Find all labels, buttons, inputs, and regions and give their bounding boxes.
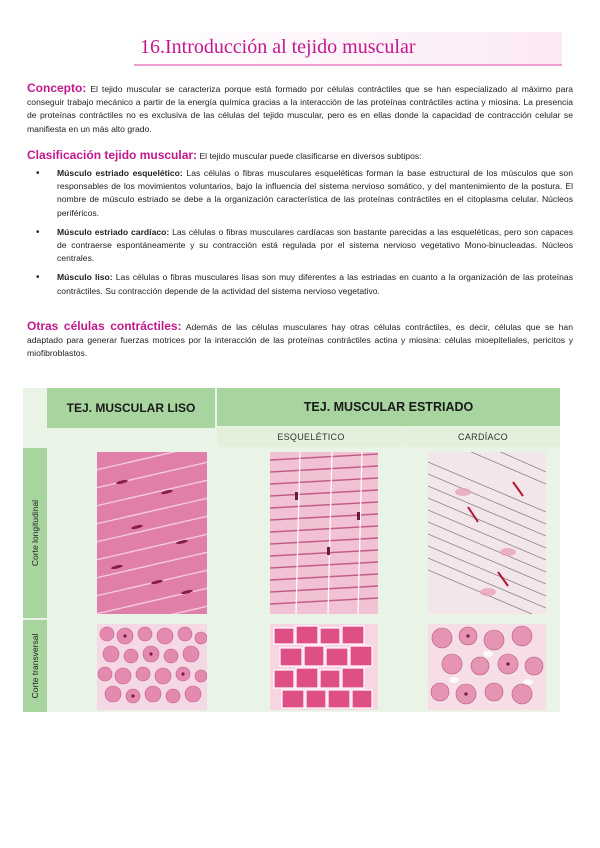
other-cells-heading: Otras células contráctiles: [27,319,182,333]
cardiac-text: Las células o fibras musculares cardíacas son bastante parecidas a las esqueléticas, pero son capaces de contraerse espontáneamente y su contracción está regulada por el sistema nervioso vegetativo Mono-binucleadas. Núcleos centrales. [57,226,573,264]
row-label-transversal [23,620,47,712]
classification-intro: El tejido muscular puede clasificarse en diversos subtipos: [199,151,422,161]
skeletal-transversal-image [270,624,378,710]
smooth-longitudinal-image [97,452,207,614]
row-label-transversal-text: Corte transversal [30,633,40,699]
classification-paragraph [27,149,573,163]
smooth-term: Músculo liso: [57,272,113,283]
list-item-smooth [27,271,573,297]
concept-heading: Concepto: [27,81,87,95]
subheader-cardiac: CARDÍACO [406,427,560,447]
smooth-text: Las células o fibras musculares lisas son muy diferentes a las estriadas en cuanto a la organización de las proteínas contráctiles. Su contracción depende de la actividad del sistema nervioso vegetativo. [57,272,573,296]
list-item-skeletal [27,167,573,220]
skeletal-text: Las células o fibras musculares esqueléticas forman la base estructural de los músculos que son responsables de los movimientos voluntarios, bajo la influencia del sistema nervioso somático, y del mantenimiento de la postura. El nombre de músculo estriado se debe a la organización característica de las proteínas contráctiles en el citoplasma celular. Núcleos periféricos. [57,168,573,218]
header-smooth: TEJ. MUSCULAR LISO [47,388,215,428]
other-cells-paragraph [27,320,573,361]
subheader-skeletal: ESQUELÉTICO [217,427,405,447]
classification-heading: Clasificación tejido muscular: [27,148,198,162]
cardiac-term: Músculo estriado cardíaco: [57,226,170,237]
skeletal-term: Músculo estriado esquelético: [57,168,183,178]
muscle-types-list [27,167,573,304]
page-title: 16.Introducción al tejido muscular [140,36,416,58]
header-striated: TEJ. MUSCULAR ESTRIADO [217,388,560,426]
list-item-cardiac [27,226,573,266]
row-label-longitudinal [23,448,47,618]
other-cells-text: Además de las células musculares hay otras células contráctiles, es decir, células que se han adaptado para generar fuerzas motrices por la interacción de las proteínas contráctiles actina y miosina: células mioepiteliales, pericitos y miofibroblastos. [27,322,573,359]
smooth-transversal-image [97,624,207,710]
cardiac-longitudinal-image [428,452,546,614]
concept-paragraph [27,82,573,136]
muscle-tissue-figure [23,388,560,712]
skeletal-longitudinal-image [270,452,378,614]
cardiac-transversal-image [428,624,546,710]
row-label-longitudinal-text: Corte longitudinal [30,499,40,567]
concept-text: El tejido muscular se caracteriza porque está formado por células contráctiles que se han especializado al máximo para conseguir trabajo mecánico a partir de la energía química gracias a la interacción de las proteínas contráctiles actina y miosina. La presencia de proteínas contráctiles no es exclusiva de las células del tejido muscular, pero es en ellas donde la capacidad de contracción celular se manifiesta en un más alto grado. [27,84,573,134]
